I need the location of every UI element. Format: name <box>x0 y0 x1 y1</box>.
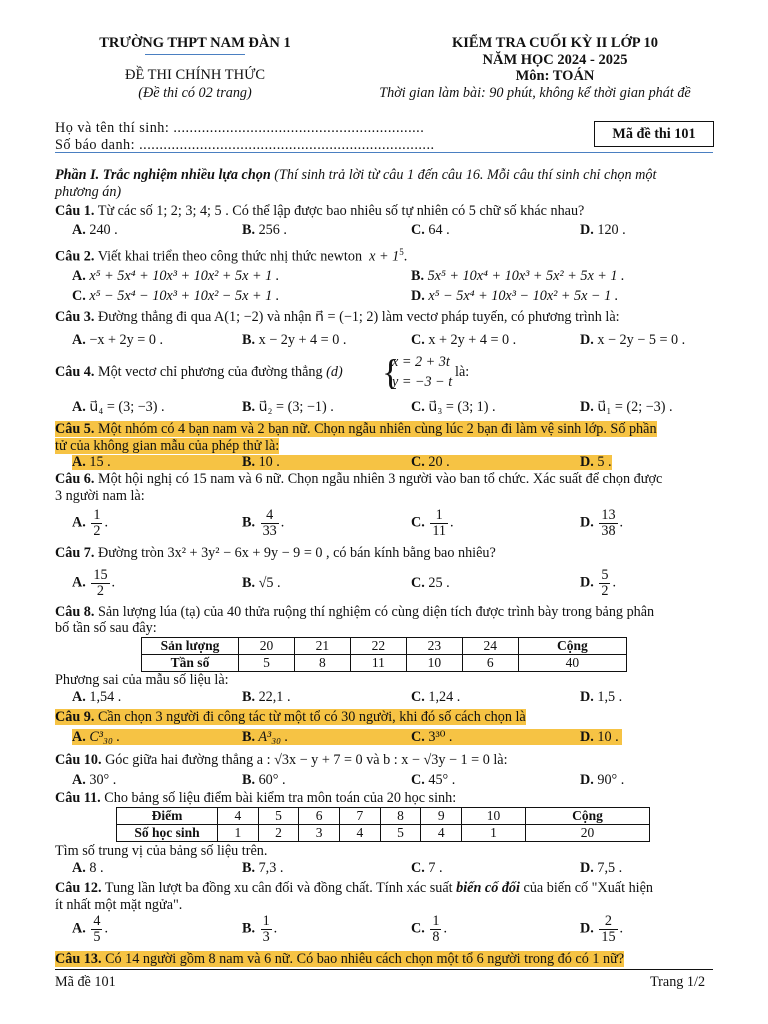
question-text: Có 14 người gồm 8 nam và 6 nữ. Có bao nhiêu cách chọn một tổ 6 người trong đó có 1 nữ? <box>105 951 625 967</box>
option-a[interactable]: A. 30° . <box>72 772 117 788</box>
exam-code-box: Mã đề thi 101 <box>594 121 714 147</box>
question-2: Câu 2. Viết khai triển theo công thức nhị thức newton $x + 1^5$. <box>55 247 408 265</box>
question-label: Câu 1. <box>55 203 95 219</box>
frequency-table <box>141 637 627 672</box>
option-c[interactable]: C. $\frac{1}{11}$ . <box>411 507 454 539</box>
table-header-cell: Điểm <box>117 808 218 825</box>
option-d[interactable]: D. 10 . <box>580 729 619 745</box>
table-cell: 6 <box>299 808 340 825</box>
subject: Môn: TOÁN <box>515 68 595 84</box>
option-b[interactable]: B. A³₃₀ . <box>242 729 289 745</box>
table-header-cell: Cộng <box>526 808 650 825</box>
question-label: Câu 3. <box>55 309 95 325</box>
section-title: Phần I. Trắc nghiệm nhiều lựa chọn <box>55 167 271 183</box>
table-cell: 24 <box>462 638 518 655</box>
option-b[interactable]: B. 256 . <box>242 222 287 238</box>
option-c[interactable]: C. 64 . <box>411 222 450 238</box>
question-label: Câu 7. <box>55 545 95 561</box>
question-5 <box>55 421 657 438</box>
option-a[interactable]: A. 8 . <box>72 860 104 876</box>
question-label: Câu 10. <box>55 752 102 768</box>
table-cell: 3 <box>299 825 340 842</box>
question-text: Từ các số 1; 2; 3; 4; 5 . Có thể lập được bao nhiêu số tự nhiên có 5 chữ số khác nhau? <box>97 203 585 219</box>
option-a[interactable]: A. $\frac{15}{2}$ . <box>72 567 116 599</box>
table-cell: 5 <box>239 655 295 672</box>
question-text: Một hội nghị có 15 nam và 6 nữ. Chọn ngẫu nhiên 3 người vào ban tổ chức. Xác suất để chọn được <box>97 471 663 487</box>
question-text: Cho bảng số liệu điểm bài kiểm tra môn toán của 20 học sinh: <box>104 790 457 806</box>
question-1 <box>55 203 584 220</box>
question-label: Câu 5. <box>55 421 95 437</box>
option-b[interactable]: B. 7,3 . <box>242 860 284 876</box>
table-cell: 8 <box>380 808 421 825</box>
question-text: Một nhóm có 4 bạn nam và 2 bạn nữ. Chọn ngẫu nhiên cùng lúc 2 bạn đi làm vệ sinh lớp. Số phần <box>97 421 657 437</box>
option-d[interactable]: D. 120 . <box>580 222 626 238</box>
question-7 <box>55 545 496 562</box>
option-a[interactable]: A. C³₃₀ . <box>72 729 121 745</box>
option-b[interactable]: B. x − 2y + 4 = 0 . <box>242 332 347 348</box>
table-cell: 8 <box>294 655 350 672</box>
footer-exam-code: Mã đề 101 <box>55 974 116 990</box>
table-cell: 7 <box>340 808 381 825</box>
emphasis-text: biến cố đối <box>456 880 520 896</box>
question-label: Câu 12. <box>55 880 102 896</box>
exam-title: KIỂM TRA CUỐI KỲ II LỚP 10 <box>452 35 658 51</box>
table-cell: 21 <box>294 638 350 655</box>
table-cell: 20 <box>526 825 650 842</box>
binomial-expression: x + 1 <box>369 248 400 265</box>
table-cell: 5 <box>258 808 299 825</box>
option-a[interactable]: A. $\frac{1}{2}$ . <box>72 507 108 539</box>
option-d[interactable]: D. 5 . <box>580 454 612 470</box>
table-cell: 10 <box>406 655 462 672</box>
option-b[interactable]: B. $\frac{4}{33}$ . <box>242 507 285 539</box>
table-cell: 23 <box>406 638 462 655</box>
section-instruction-2: phương án) <box>55 184 122 200</box>
pages-note: (Đề thi có 02 trang) <box>138 85 252 101</box>
question-text: Một vectơ chỉ phương của đường thẳng <box>97 364 323 380</box>
option-d[interactable]: D. 7,5 . <box>580 860 623 876</box>
question-label: Câu 2. <box>55 248 95 265</box>
option-a[interactable]: A. 1,54 . <box>72 689 122 705</box>
section-heading <box>55 167 656 184</box>
question-13 <box>55 951 624 968</box>
header-rule <box>55 152 713 153</box>
option-b[interactable]: B. $\frac{1}{3}$ . <box>242 913 278 945</box>
option-d[interactable]: D. u⃗₁ = (2; −3) . <box>580 399 673 415</box>
option-c[interactable]: C. $\frac{1}{8}$ . <box>411 913 447 945</box>
option-c[interactable]: C. 45° . <box>411 772 456 788</box>
table-row <box>117 825 650 842</box>
option-c[interactable]: C. 25 . <box>411 575 450 591</box>
option-b[interactable]: B. √5 . <box>242 575 281 591</box>
table-header-cell: Tần số <box>142 655 239 672</box>
question-9 <box>55 709 526 726</box>
table-cell: 5 <box>380 825 421 842</box>
question-label: Câu 4. <box>55 364 95 380</box>
school-name: TRƯỜNG THPT NAM ĐÀN 1 <box>99 35 291 51</box>
table-cell: 6 <box>462 655 518 672</box>
question-8-line-2: bố tần số sau đây: <box>55 620 157 636</box>
question-text: Đường tròn 3x² + 3y² − 6x + 9y − 9 = 0 , có bán kính bằng bao nhiêu? <box>97 545 496 561</box>
question-12-line-2: ít nhất một mặt ngửa". <box>55 897 183 913</box>
option-d[interactable]: D. x − 2y − 5 = 0 . <box>580 332 686 348</box>
question-3 <box>55 309 620 326</box>
option-a[interactable]: A. 240 . <box>72 222 118 238</box>
school-underline <box>145 54 245 55</box>
exam-time: Thời gian làm bài: 90 phút, không kể thời gian phát đề <box>379 85 691 101</box>
option-d[interactable]: D. $\frac{5}{2}$ . <box>580 567 616 599</box>
question-12: Câu 12. Tung lần lượt ba đồng xu cân đối và đồng chất. Tính xác suất biến cố đối của biến cố "Xuất hiện <box>55 880 654 896</box>
option-b[interactable]: B. 22,1 . <box>242 689 291 705</box>
question-4 <box>55 364 343 381</box>
table-cell: 2 <box>258 825 299 842</box>
question-text: Cần chọn 3 người đi công tác từ một tổ có 30 người, khi đó số cách chọn là <box>97 709 526 725</box>
footer-rule <box>55 969 713 970</box>
option-c[interactable]: C. u⃗₃ = (3; 1) . <box>411 399 496 415</box>
question-label: Câu 6. <box>55 471 95 487</box>
option-c[interactable]: C. 20 . <box>411 454 450 470</box>
option-a[interactable]: A. −x + 2y = 0 . <box>72 332 164 348</box>
system-eq-2: y = −3 − t <box>392 374 453 390</box>
option-a[interactable]: A. u⃗₄ = (3; −3) . <box>72 399 165 415</box>
table-header-cell: Số học sinh <box>117 825 218 842</box>
option-d[interactable]: D. 90° . <box>580 772 625 788</box>
table-cell: 4 <box>340 825 381 842</box>
option-d[interactable]: D. x⁵ − 5x⁴ + 10x³ − 10x² + 5x − 1 . <box>411 288 619 304</box>
question-text: Đường thẳng đi qua A(1; −2) và nhận n⃗ = (−1; 2) làm vectơ pháp tuyến, có phương trình là: <box>97 309 620 325</box>
question-8-line-3: Phương sai của mẫu số liệu là: <box>55 672 229 688</box>
table-row <box>142 638 627 655</box>
question-5-line-2: tử của không gian mẫu của phép thử là: <box>55 438 280 454</box>
question-6-line-2: 3 người nam là: <box>55 488 145 504</box>
option-a[interactable]: A. x⁵ + 5x⁴ + 10x³ + 10x² + 5x + 1 . <box>72 268 280 284</box>
table-cell: 11 <box>350 655 406 672</box>
question-label: Câu 13. <box>55 951 102 967</box>
question-10 <box>55 752 508 769</box>
question-text: Viết khai triển theo công thức nhị thức newton <box>97 248 363 265</box>
option-a[interactable]: A. 15 . <box>72 454 111 470</box>
exam-type: ĐỀ THI CHÍNH THỨC <box>124 67 265 83</box>
footer-page-number: Trang 1/2 <box>650 974 706 990</box>
table-cell: 20 <box>239 638 295 655</box>
table-cell: 10 <box>462 808 526 825</box>
question-6 <box>55 471 662 488</box>
score-table <box>116 807 650 842</box>
table-cell: 1 <box>218 825 259 842</box>
option-d[interactable]: D. 1,5 . <box>580 689 623 705</box>
question-8 <box>55 604 654 621</box>
question-11 <box>55 790 456 807</box>
option-d[interactable]: D. $\frac{2}{15}$ . <box>580 913 624 945</box>
question-label: Câu 9. <box>55 709 95 725</box>
table-header-cell: Cộng <box>518 638 626 655</box>
section-instruction: (Thí sinh trả lời từ câu 1 đến câu 16. Mỗi câu thí sinh chỉ chọn một <box>274 167 657 183</box>
option-b[interactable]: B. 60° . <box>242 772 286 788</box>
table-cell: 4 <box>421 825 462 842</box>
option-b[interactable]: B. 10 . <box>242 454 280 470</box>
question-label: Câu 8. <box>55 604 95 620</box>
table-row <box>117 808 650 825</box>
answer-highlight-bar <box>72 455 612 470</box>
table-row <box>142 655 627 672</box>
table-cell: 1 <box>462 825 526 842</box>
table-header-cell: Sản lượng <box>142 638 239 655</box>
option-b[interactable]: B. u⃗₂ = (3; −1) . <box>242 399 334 415</box>
question-text: Sản lượng lúa (tạ) của 40 thửa ruộng thí nghiệm có cùng diện tích được trình bày trong bảng phân <box>97 604 655 620</box>
candidate-id-field[interactable]: Số báo danh: ......................................................................... <box>55 137 435 153</box>
system-brace: { <box>382 352 400 392</box>
question-text: Góc giữa hai đường thẳng a : √3x − y + 7 = 0 và b : x − √3y − 1 = 0 là: <box>105 752 508 768</box>
option-c[interactable]: C. x + 2y + 4 = 0 . <box>411 332 517 348</box>
question-text: Tung lần lượt ba đồng xu cân đối và đồng chất. Tính xác suất <box>104 880 453 896</box>
option-b[interactable]: B. 5x⁵ + 10x⁴ + 10x³ + 5x² + 5x + 1 . <box>411 268 625 284</box>
line-name: (d) <box>326 364 343 380</box>
question-11-line-3: Tìm số trung vị của bảng số liệu trên. <box>55 843 268 859</box>
question-label: Câu 11. <box>55 790 101 806</box>
option-c[interactable]: C. 3³⁰ . <box>411 729 453 745</box>
school-year: NĂM HỌC 2024 - 2025 <box>482 52 628 68</box>
option-c[interactable]: C. x⁵ − 5x⁴ − 10x³ + 10x² − 5x + 1 . <box>72 288 280 304</box>
answer-highlight-bar <box>72 729 622 745</box>
option-c[interactable]: C. 7 . <box>411 860 443 876</box>
option-a[interactable]: A. $\frac{4}{5}$ . <box>72 913 108 945</box>
candidate-name-field[interactable]: Họ và tên thí sinh: .............................................................. <box>55 120 425 136</box>
table-cell: 9 <box>421 808 462 825</box>
question-tail: là: <box>455 364 470 380</box>
table-cell: 4 <box>218 808 259 825</box>
option-c[interactable]: C. 1,24 . <box>411 689 461 705</box>
system-eq-1: x = 2 + 3t <box>392 354 450 370</box>
table-cell: 22 <box>350 638 406 655</box>
table-cell: 40 <box>518 655 626 672</box>
option-d[interactable]: D. $\frac{13}{38}$ . <box>580 507 624 539</box>
